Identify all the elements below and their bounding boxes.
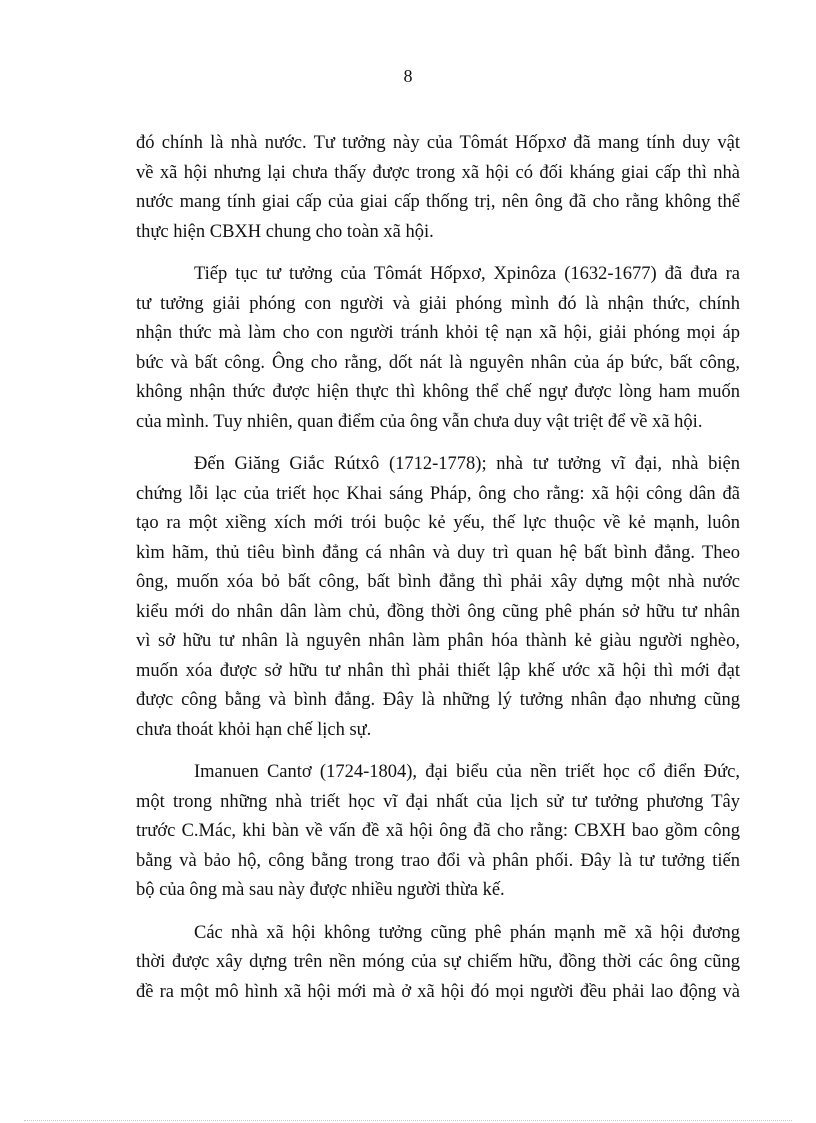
text-line: Đến Giăng Giắc Rútxô (1712-1778); nhà tư tưởng vĩ đại, nhà biện	[194, 454, 740, 474]
paragraph	[136, 260, 740, 437]
text-line: Các nhà xã hội không tưởng cũng phê phán mạnh mẽ xã hội đương	[194, 922, 740, 943]
text-line: kìm hãm, thủ tiêu bình đẳng cá nhân và duy trì quan hệ bất bình đẳng. Theo	[136, 542, 740, 563]
text-line: bộ của ông mà sau này được nhiều người thừa kế.	[136, 880, 505, 900]
text-line: thời được xây dựng trên nền móng của sự chiếm hữu, đồng thời các ông cũng	[136, 952, 740, 972]
text-line: vì sở hữu tư nhân là nguyên nhân làm phân hóa thành kẻ giàu người nghèo,	[136, 631, 740, 651]
text-line: được công bằng và bình đẳng. Đây là những lý tưởng nhân đạo nhưng cũng	[136, 690, 740, 710]
text-line: thực hiện CBXH chung cho toàn xã hội.	[136, 221, 434, 242]
text-line: Imanuen Cantơ (1724-1804), đại biểu của nền triết học cổ điển Đức,	[194, 762, 740, 782]
text-line: tạo ra một xiềng xích mới trói buộc kẻ yếu, thế lực thuộc về kẻ mạnh, luôn	[136, 513, 740, 533]
text-line: Tiếp tục tư tưởng của Tômát Hốpxơ, Xpinôza (1632-1677) đã đưa ra	[194, 264, 740, 284]
text-line: nước mang tính giai cấp của giai cấp thống trị, nên ông đã cho rằng không thể	[136, 192, 740, 212]
paragraph	[136, 919, 740, 1008]
text-line: trước C.Mác, khi bàn về vấn đề xã hội ông đã cho rằng: CBXH bao gồm công	[136, 821, 740, 841]
text-line: chưa thoát khỏi hạn chế lịch sự.	[136, 719, 372, 740]
text-line: không nhận thức được hiện thực thì không thể chế ngự được lòng ham muốn	[136, 382, 740, 402]
paragraph	[136, 129, 740, 247]
text-line: nhận thức mà làm cho con người tránh khỏi tệ nạn xã hội, giải phóng mọi áp	[136, 323, 740, 343]
text-line: của mình. Tuy nhiên, quan điểm của ông vẫn chưa duy vật triệt để về xã hội.	[136, 411, 703, 432]
page-bottom-divider	[24, 1120, 792, 1121]
text-line: bằng và bảo hộ, công bằng trong trao đổi và phân phối. Đây là tư tưởng tiến	[136, 850, 740, 871]
text-line: muốn xóa được sở hữu tư nhân thì phải thiết lập khế ước xã hội thì mới đạt	[136, 660, 740, 681]
text-line: bức và bất công. Ông cho rằng, dốt nát là nguyên nhân của áp bức, bất công,	[136, 352, 740, 373]
paragraph	[136, 450, 740, 745]
text-line: về xã hội nhưng lại chưa thấy được trong xã hội có đối kháng giai cấp thì nhà	[136, 162, 740, 183]
text-line: đề ra một mô hình xã hội mới mà ở xã hội đó mọi người đều phải lao động và	[136, 981, 740, 1002]
body-text	[136, 129, 740, 1020]
text-line: đó chính là nhà nước. Tư tưởng này của Tômát Hốpxơ đã mang tính duy vật	[136, 133, 740, 153]
text-line: một trong những nhà triết học vĩ đại nhất của lịch sử tư tưởng phương Tây	[136, 791, 740, 812]
paragraph	[136, 758, 740, 906]
text-line: chứng lỗi lạc của triết học Khai sáng Pháp, ông cho rằng: xã hội công dân đã	[136, 483, 740, 504]
text-line: tư tưởng giải phóng con người và giải phóng mình đó là nhận thức, chính	[136, 293, 740, 314]
page-number: 8	[403, 66, 413, 86]
text-line: kiểu mới do nhân dân làm chủ, đồng thời ông cũng phê phán sở hữu tư nhân	[136, 601, 740, 622]
text-line: ông, muốn xóa bỏ bất công, bất bình đẳng thì phải xây dựng một nhà nước	[136, 572, 740, 592]
